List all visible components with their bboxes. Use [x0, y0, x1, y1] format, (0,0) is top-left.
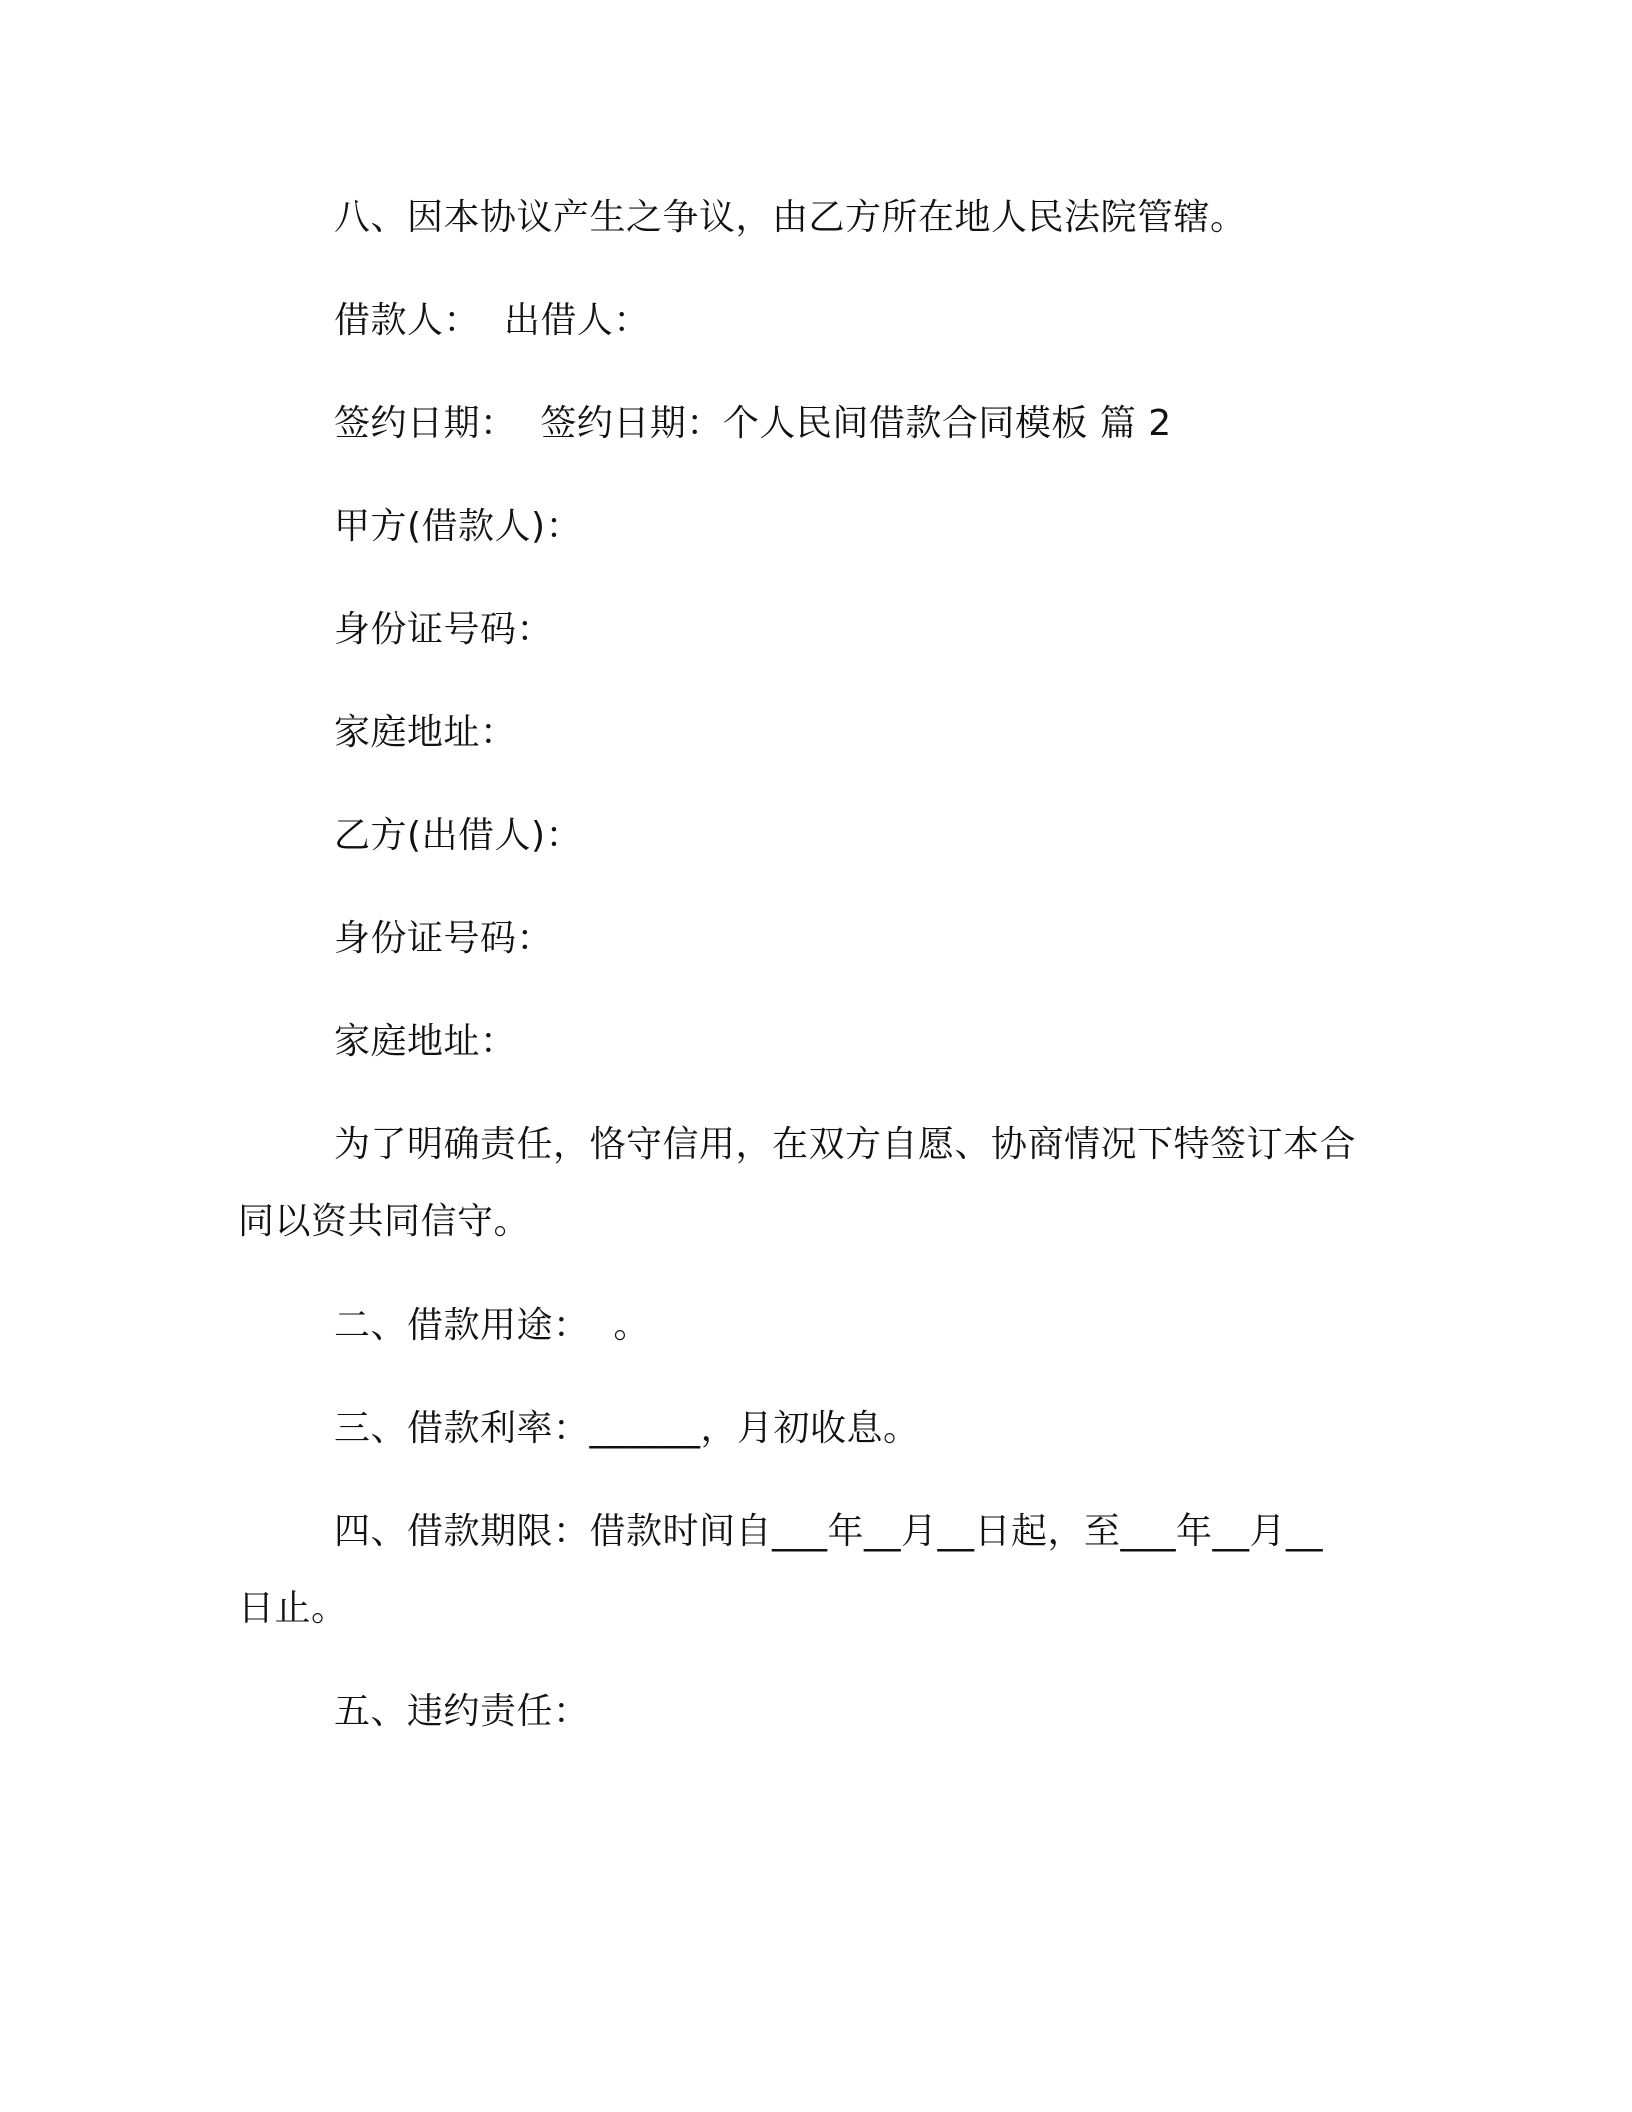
clause-2-purpose: 二、借款用途： 。 [334, 1305, 650, 1346]
preamble-line-1: 为了明确责任，恪守信用，在双方自愿、协商情况下特签订本合 [334, 1124, 1357, 1165]
preamble-line-2: 同以资共同信守。 [238, 1201, 531, 1242]
clause-4-term-line-1: 四、借款期限：借款时间自___年__月__日起，至___年__月__ [334, 1511, 1324, 1552]
clause-4-term-line-2: 日止。 [238, 1588, 348, 1629]
party-b-label: 乙方(出借人)： [334, 815, 583, 856]
party-a-label: 甲方(借款人)： [334, 506, 583, 547]
signature-parties: 借款人： 出借人： [334, 300, 650, 341]
clause-5-liability: 五、违约责任： [334, 1691, 590, 1732]
party-a-address: 家庭地址： [334, 712, 517, 753]
party-b-address: 家庭地址： [334, 1021, 517, 1062]
signing-date-and-title: 签约日期： 签约日期：个人民间借款合同模板 篇 2 [334, 403, 1172, 444]
clause-3-interest: 三、借款利率：______，月初收息。 [334, 1408, 920, 1449]
party-b-id-number: 身份证号码： [334, 918, 554, 959]
clause-8-dispute: 八、因本协议产生之争议，由乙方所在地人民法院管辖。 [334, 197, 1247, 238]
party-a-id-number: 身份证号码： [334, 609, 554, 650]
